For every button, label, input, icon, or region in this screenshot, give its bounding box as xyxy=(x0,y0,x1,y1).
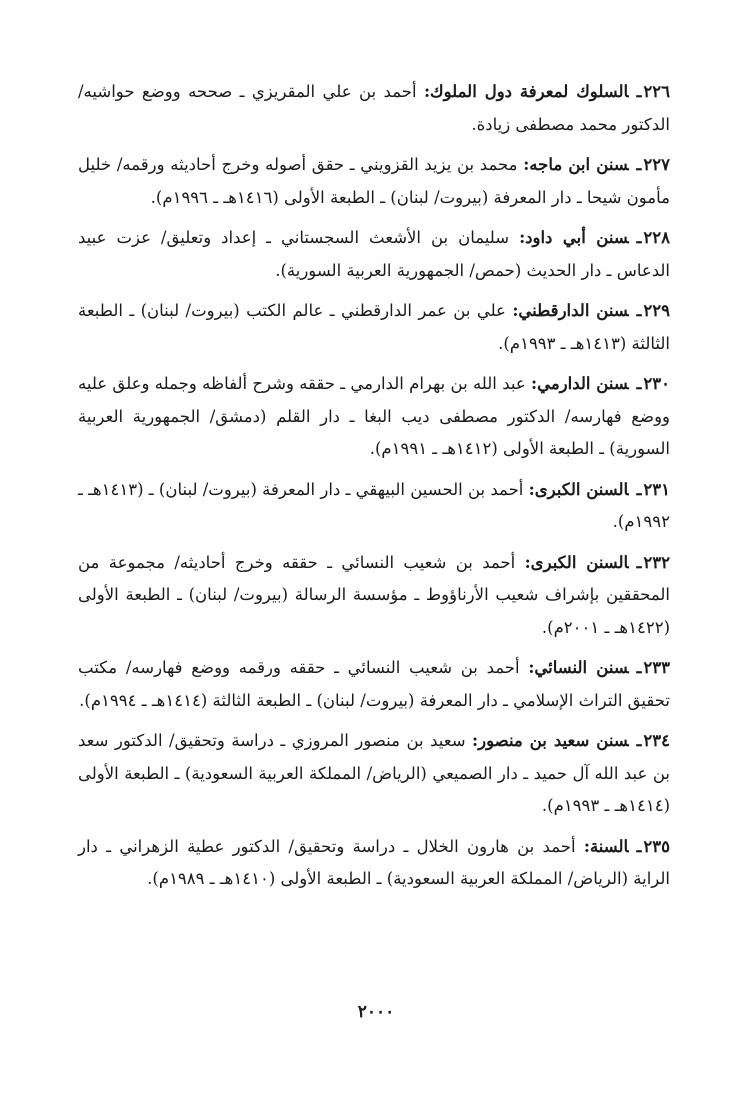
entry-dash: ـ xyxy=(636,658,642,677)
entry-title: السنن الكبرى: xyxy=(528,479,629,499)
entry-text: أحمد بن علي المقريزي ـ صححه ووضع حواشيه/ الدكتور محمد مصطفى زيادة. xyxy=(78,82,670,134)
entry-dash: ـ xyxy=(636,552,642,572)
bibliography-entry xyxy=(78,831,670,896)
bibliography-entry xyxy=(78,474,670,539)
entry-number: ٢٢٨ xyxy=(643,228,670,247)
entry-title: سنن النسائي: xyxy=(528,658,629,677)
entry-number: ٢٢٦ xyxy=(643,82,670,101)
entry-dash: ـ xyxy=(636,836,642,856)
entry-number: ٢٣٥ xyxy=(643,836,670,856)
entry-title: سنن سعيد بن منصور: xyxy=(472,731,629,750)
bibliography-entry xyxy=(78,295,670,360)
entry-text: سليمان بن الأشعث السجستاني ـ إعداد وتعليق/ عزت عبيد الدعاس ـ دار الحديث (حمص/ الجمهورية العربية السورية). xyxy=(78,228,670,280)
entry-dash: ـ xyxy=(636,301,642,320)
entry-number: ٢٣٣ xyxy=(643,658,670,677)
entry-title: السنن الكبرى: xyxy=(524,552,629,572)
entry-dash: ـ xyxy=(636,82,642,101)
entry-text: عبد الله بن بهرام الدارمي ـ حققه وشرح ألفاظه وجمله وعلق عليه ووضع فهارسه/ الدكتور مصطفى ديب البغا ـ دار القلم (دمشق/ الجمهورية العربية السورية) ـ الطبعة الأولى (١٤١٢هـ ـ ١٩٩١م). xyxy=(78,374,670,458)
entry-text: علي بن عمر الدارقطني ـ عالم الكتب (بيروت/ لبنان) ـ الطبعة الثالثة (١٤١٣هـ ـ ١٩٩٣م). xyxy=(78,301,670,353)
entry-title: السنة: xyxy=(583,836,629,856)
entry-number: ٢٣٠ xyxy=(643,374,671,393)
bibliography-entry xyxy=(78,652,670,717)
entry-title: سنن الدارقطني: xyxy=(512,301,629,320)
entry-number: ٢٣١ xyxy=(643,479,671,499)
entry-dash: ـ xyxy=(636,374,642,393)
entry-number: ٢٣٤ xyxy=(643,731,671,750)
entry-title: السلوك لمعرفة دول الملوك: xyxy=(423,82,629,101)
page-number: ٢٠٠٠ xyxy=(357,1002,395,1022)
entry-text: محمد بن يزيد القزويني ـ حقق أصوله وخرج أحاديثه ورقمه/ خليل مأمون شيحا ـ دار المعرفة (بيروت/ لبنان) ـ الطبعة الأولى (١٤١٦هـ ـ ١٩٩٦م). xyxy=(78,155,670,207)
entry-number: ٢٣٢ xyxy=(643,552,671,572)
entry-text: أحمد بن شعيب النسائي ـ حققه وخرج أحاديثه/ مجموعة من المحققين بإشراف شعيب الأرناؤوط ـ مؤسسة الرسالة (بيروت/ لبنان) ـ الطبعة الأولى (١٤٢٢هـ ـ ٢٠٠١م). xyxy=(78,552,670,637)
entry-dash: ـ xyxy=(636,228,642,247)
entry-text: أحمد بن الحسين البيهقي ـ دار المعرفة (بيروت/ لبنان) ـ (١٤١٣هـ ـ ١٩٩٢م). xyxy=(78,479,670,531)
entry-dash: ـ xyxy=(636,731,642,750)
entry-number: ٢٢٧ xyxy=(643,155,670,174)
bibliography-entry xyxy=(78,368,670,466)
entry-title: سنن ابن ماجه: xyxy=(523,155,629,174)
bibliography-entry xyxy=(78,547,670,645)
bibliography-entry xyxy=(78,76,670,141)
bibliography-list xyxy=(78,76,670,904)
bibliography-entry xyxy=(78,725,670,823)
entry-title: سنن الدارمي: xyxy=(531,374,629,393)
entry-number: ٢٢٩ xyxy=(643,301,671,320)
bibliography-entry xyxy=(78,149,670,214)
entry-text: سعيد بن منصور المروزي ـ دراسة وتحقيق/ الدكتور سعد بن عبد الله آل حميد ـ دار الصميعي (الرياض/ المملكة العربية السعودية) ـ الطبعة الأولى (١٤١٤هـ ـ ١٩٩٣م). xyxy=(78,731,670,815)
bibliography-entry xyxy=(78,222,670,287)
entry-text: أحمد بن شعيب النسائي ـ حققه ورقمه ووضع فهارسه/ مكتب تحقيق التراث الإسلامي ـ دار المعرفة (بيروت/ لبنان) ـ الطبعة الثالثة (١٤١٤هـ ـ ١٩٩٤م). xyxy=(78,658,670,710)
entry-title: سنن أبي داود: xyxy=(519,228,629,247)
entry-dash: ـ xyxy=(636,155,642,174)
entry-text: أحمد بن هارون الخلال ـ دراسة وتحقيق/ الدكتور عطية الزهراني ـ دار الراية (الرياض/ المملكة العربية السعودية) ـ الطبعة الأولى (١٤١٠هـ ـ ١٩٨٩م). xyxy=(78,836,670,888)
entry-dash: ـ xyxy=(636,479,642,499)
